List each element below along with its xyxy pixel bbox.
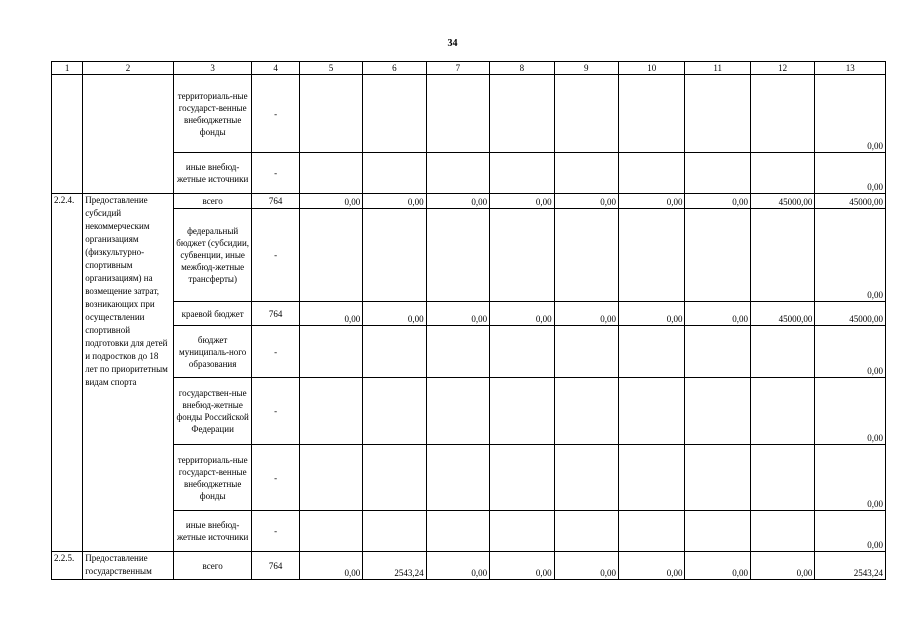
amount-cell — [554, 445, 618, 511]
item-code: 2.2.5. — [52, 552, 83, 580]
amount-cell: 0,00 — [490, 302, 554, 326]
code-value: - — [252, 153, 299, 194]
amount-cell: 45000,00 — [750, 302, 814, 326]
amount-cell — [554, 153, 618, 194]
amount-cell — [363, 75, 426, 153]
amount-cell: 0,00 — [685, 194, 750, 209]
budget-table — [51, 61, 886, 580]
table-row — [52, 302, 886, 326]
amount-cell — [554, 75, 618, 153]
amount-cell — [299, 378, 362, 445]
amount-cell: 0,00 — [685, 552, 750, 580]
amount-cell — [619, 378, 685, 445]
amount-cell — [619, 326, 685, 378]
amount-cell: 0,00 — [815, 75, 886, 153]
amount-cell — [490, 75, 554, 153]
amount-cell — [490, 445, 554, 511]
amount-cell: 0,00 — [299, 302, 362, 326]
amount-cell — [685, 445, 750, 511]
code-value: - — [252, 445, 299, 511]
amount-cell — [619, 75, 685, 153]
amount-cell: 45000,00 — [815, 302, 886, 326]
amount-cell — [363, 153, 426, 194]
amount-cell: 0,00 — [685, 302, 750, 326]
amount-cell — [490, 209, 554, 302]
page-number: 34 — [447, 38, 458, 49]
funding-source: территориаль-ные государст-венные внебюджетные фонды — [173, 445, 252, 511]
column-header: 12 — [750, 62, 814, 75]
amount-cell: 0,00 — [490, 552, 554, 580]
item-name — [83, 75, 174, 194]
amount-cell: 2543,24 — [815, 552, 886, 580]
code-value: 764 — [252, 302, 299, 326]
funding-source: государствен-ные внебюд-жетные фонды Российской Федерации — [173, 378, 252, 445]
amount-cell: 0,00 — [815, 445, 886, 511]
item-code: 2.2.4. — [52, 194, 83, 552]
amount-cell: 0,00 — [619, 302, 685, 326]
column-header: 7 — [426, 62, 489, 75]
amount-cell — [750, 153, 814, 194]
amount-cell: 0,00 — [815, 511, 886, 552]
amount-cell — [363, 378, 426, 445]
amount-cell — [750, 511, 814, 552]
amount-cell — [490, 326, 554, 378]
table-row — [52, 552, 886, 580]
amount-cell — [426, 511, 489, 552]
amount-cell — [363, 511, 426, 552]
column-header: 1 — [52, 62, 83, 75]
amount-cell — [750, 209, 814, 302]
amount-cell — [426, 326, 489, 378]
amount-cell — [299, 153, 362, 194]
amount-cell: 0,00 — [299, 194, 362, 209]
code-value: - — [252, 209, 299, 302]
item-name: Предоставление государственным — [83, 552, 174, 580]
table-row — [52, 209, 886, 302]
amount-cell — [619, 209, 685, 302]
amount-cell: 0,00 — [554, 552, 618, 580]
funding-source: иные внебюд-жетные источники — [173, 153, 252, 194]
amount-cell — [426, 75, 489, 153]
amount-cell — [619, 445, 685, 511]
amount-cell — [299, 75, 362, 153]
amount-cell — [554, 378, 618, 445]
code-value: - — [252, 511, 299, 552]
code-value: 764 — [252, 552, 299, 580]
funding-source: иные внебюд-жетные источники — [173, 511, 252, 552]
amount-cell — [299, 326, 362, 378]
amount-cell: 0,00 — [619, 552, 685, 580]
amount-cell: 0,00 — [490, 194, 554, 209]
amount-cell — [490, 153, 554, 194]
amount-cell — [685, 153, 750, 194]
table-row — [52, 75, 886, 153]
code-value: - — [252, 326, 299, 378]
amount-cell: 0,00 — [299, 552, 362, 580]
table-row — [52, 194, 886, 209]
amount-cell — [490, 511, 554, 552]
amount-cell: 0,00 — [426, 194, 489, 209]
amount-cell: 0,00 — [815, 378, 886, 445]
amount-cell — [685, 326, 750, 378]
amount-cell: 0,00 — [750, 552, 814, 580]
amount-cell: 0,00 — [554, 194, 618, 209]
amount-cell: 2543,24 — [363, 552, 426, 580]
amount-cell: 45000,00 — [750, 194, 814, 209]
funding-source: всего — [173, 552, 252, 580]
code-value: - — [252, 378, 299, 445]
column-header: 4 — [252, 62, 299, 75]
amount-cell — [685, 75, 750, 153]
funding-source: бюджет муниципаль-ного образования — [173, 326, 252, 378]
amount-cell — [750, 445, 814, 511]
amount-cell — [554, 326, 618, 378]
amount-cell: 0,00 — [815, 153, 886, 194]
amount-cell — [426, 153, 489, 194]
column-header: 9 — [554, 62, 618, 75]
code-value: - — [252, 75, 299, 153]
column-header: 10 — [619, 62, 685, 75]
funding-source: территориаль-ные государст-венные внебюджетные фонды — [173, 75, 252, 153]
amount-cell — [554, 511, 618, 552]
code-value: 764 — [252, 194, 299, 209]
table-row — [52, 511, 886, 552]
column-header: 8 — [490, 62, 554, 75]
amount-cell — [426, 209, 489, 302]
amount-cell — [685, 378, 750, 445]
amount-cell: 0,00 — [426, 302, 489, 326]
amount-cell — [750, 75, 814, 153]
funding-source: всего — [173, 194, 252, 209]
amount-cell — [750, 326, 814, 378]
amount-cell: 0,00 — [619, 194, 685, 209]
funding-source: федеральный бюджет (субсидии, субвенции, иные межбюд-жетные трансферты) — [173, 209, 252, 302]
column-header: 5 — [299, 62, 362, 75]
item-name: Предоставление субсидий некоммерческим организациям (физкультурно-спортивным организациям) на возмещение затрат, возникающих при осуществлении спортивной подготовки для детей и подростков до 18 лет по приоритетным видам спорта — [83, 194, 174, 552]
header-row — [52, 62, 886, 75]
amount-cell — [750, 378, 814, 445]
column-header: 2 — [83, 62, 174, 75]
item-code — [52, 75, 83, 194]
amount-cell: 0,00 — [554, 302, 618, 326]
amount-cell: 0,00 — [426, 552, 489, 580]
table-row — [52, 326, 886, 378]
amount-cell — [299, 511, 362, 552]
amount-cell — [685, 511, 750, 552]
amount-cell — [619, 511, 685, 552]
amount-cell: 0,00 — [363, 194, 426, 209]
table-row — [52, 378, 886, 445]
amount-cell — [554, 209, 618, 302]
amount-cell: 0,00 — [815, 326, 886, 378]
amount-cell — [619, 153, 685, 194]
amount-cell: 0,00 — [363, 302, 426, 326]
table-row — [52, 153, 886, 194]
amount-cell — [363, 326, 426, 378]
column-header: 13 — [815, 62, 886, 75]
column-header: 3 — [173, 62, 252, 75]
amount-cell — [363, 445, 426, 511]
funding-source: краевой бюджет — [173, 302, 252, 326]
amount-cell — [426, 445, 489, 511]
amount-cell — [490, 378, 554, 445]
column-header: 6 — [363, 62, 426, 75]
table-row — [52, 445, 886, 511]
amount-cell: 45000,00 — [815, 194, 886, 209]
amount-cell — [685, 209, 750, 302]
amount-cell — [363, 209, 426, 302]
amount-cell — [426, 378, 489, 445]
column-header: 11 — [685, 62, 750, 75]
amount-cell — [299, 209, 362, 302]
amount-cell — [299, 445, 362, 511]
amount-cell: 0,00 — [815, 209, 886, 302]
